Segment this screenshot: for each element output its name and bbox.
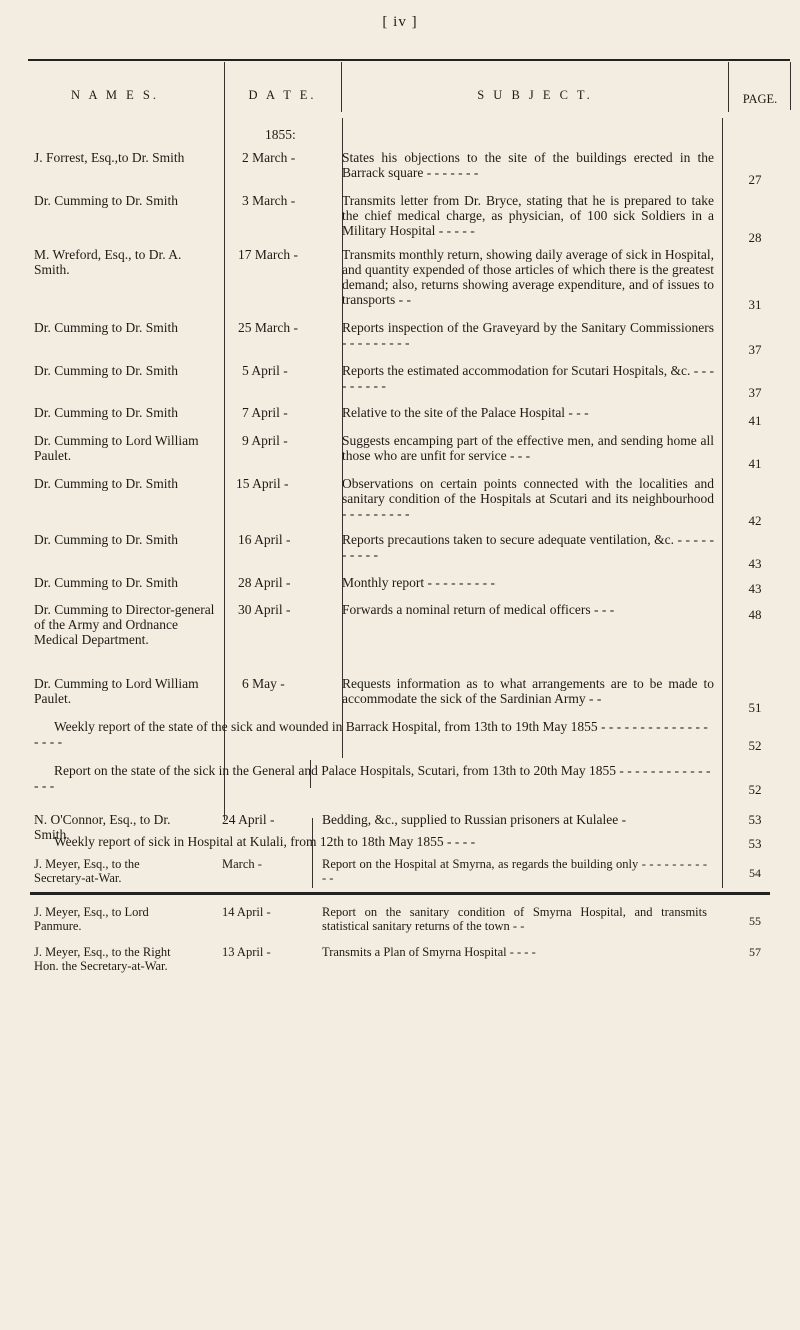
column-header-page: PAGE. [742, 92, 778, 106]
entry-subject: Transmits a Plan of Smyrna Hospital - - - - [322, 945, 536, 959]
entry-date: 3 March - [242, 193, 296, 208]
entry-date: 15 April - [236, 476, 289, 491]
entry-subject: Report on the Hospital at Smyrna, as regards the building only - - - - - - - - - - - [322, 857, 707, 885]
entry-page: 52 [748, 738, 762, 753]
entry-date: 13 April - [222, 945, 271, 959]
column-rule-date-lower [312, 818, 313, 888]
entry-date: 30 April - [238, 602, 291, 617]
entry-date: 9 April - [242, 433, 288, 448]
entry-date: 28 April - [238, 575, 291, 590]
entry-page: 43 [748, 581, 762, 596]
entry-page: 41 [748, 456, 762, 471]
entry-name: Dr. Cumming to Lord William Paulet. [34, 676, 199, 706]
entry-page: 55 [749, 914, 761, 928]
entry-name: Dr. Cumming to Dr. Smith [34, 363, 179, 378]
entry-date: 5 April - [242, 363, 288, 378]
entry-subject: Observations on certain points connected with the localities and sanitary condition of the Hospitals at Scutari and its neighbourhood - - - - - - - - - [342, 476, 714, 521]
entry-date: March - [222, 857, 262, 871]
entry-date: 24 April - [222, 812, 275, 827]
entry-page: 52 [748, 782, 762, 797]
entry-date: 17 March - [238, 247, 298, 262]
top-rule [28, 59, 790, 61]
entry-name: Dr. Cumming to Dr. Smith [34, 320, 179, 335]
entry-subject: Requests information as to what arrangements are to be made to accommodate the sick of the Sardinian Army - - [342, 676, 714, 706]
entry-subject: Transmits monthly return, showing daily average of sick in Hospital, and quantity expended of those articles of which there is the greatest demand; also, returns showing average expenditure, and of issues to transports - - [342, 247, 714, 307]
column-rule-names [224, 62, 225, 820]
entry-subject: Reports precautions taken to secure adequate ventilation, &c. - - - - - - - - - - [342, 532, 714, 562]
bottom-rule [30, 892, 770, 895]
entry-name: Dr. Cumming to Director-general of the Army and Ordnance Medical Department. [34, 602, 215, 647]
column-header-names: N A M E S. [70, 88, 159, 102]
column-header-date: D A T E. [248, 88, 317, 102]
entry-date: 14 April - [222, 905, 271, 919]
entry-date: 16 April - [238, 532, 291, 547]
entry-name: Dr. Cumming to Dr. Smith [34, 405, 179, 420]
entry-subject: Forwards a nominal return of medical officers - - - [342, 602, 615, 617]
entry-date: 7 April - [242, 405, 288, 420]
column-rule-subject-top [728, 62, 729, 112]
entry-subject: Monthly report - - - - - - - - - [342, 575, 495, 590]
entry-name: Dr. Cumming to Lord William Paulet. [34, 433, 199, 463]
entry-name: Dr. Cumming to Dr. Smith [34, 476, 179, 491]
entry-subject: Bedding, &c., supplied to Russian prisoners at Kulalee - [322, 812, 627, 827]
entry-name: J. Meyer, Esq., to the Secretary-at-War. [34, 857, 140, 885]
column-rule-subject [722, 118, 723, 888]
entry-name: J. Meyer, Esq., to Lord Panmure. [34, 905, 149, 933]
column-header-subject: S U B J E C T. [477, 88, 593, 102]
entry-name: Dr. Cumming to Dr. Smith [34, 575, 179, 590]
entry-page: 53 [748, 836, 762, 851]
entry-subject: Transmits letter from Dr. Bryce, stating that he is prepared to take the chief medical charge, as physician, of 100 sick Soldiers in a Military Hospital - - - - - [342, 193, 714, 238]
entry-page: 57 [749, 945, 761, 959]
entry-name: N. O'Connor, Esq., to Dr. Smith. [34, 812, 171, 842]
entry-page: 48 [748, 607, 762, 622]
weekly-report-barrack: Weekly report of the state of the sick and wounded in Barrack Hospital, from 13th to 19th May 1855 - - - - - - - - - - - - - - - - - - [34, 719, 708, 749]
entry-page: 51 [748, 700, 762, 715]
entry-name: M. Wreford, Esq., to Dr. A. Smith. [34, 247, 182, 277]
entry-subject: Reports the estimated accommodation for Scutari Hospitals, &c. - - - - - - - - - [342, 363, 714, 393]
entry-page: 37 [748, 342, 762, 357]
entry-page: 42 [748, 513, 762, 528]
entry-date: 6 May - [242, 676, 285, 691]
entry-page: 28 [748, 230, 762, 245]
entry-name: Dr. Cumming to Dr. Smith [34, 193, 179, 208]
entry-name: J. Meyer, Esq., to the Right Hon. the Secretary-at-War. [34, 945, 171, 973]
report-general-palace: Report on the state of the sick in the General and Palace Hospitals, Scutari, from 13th to 20th May 1855 - - - - - - - - - - - - - - - [34, 763, 711, 793]
entry-page: 53 [748, 812, 762, 827]
entry-subject: Report on the sanitary condition of Smyrna Hospital, and transmits statistical sanitary returns of the town - - [322, 905, 707, 933]
entry-date: 25 March - [238, 320, 298, 335]
year-label: 1855: [265, 127, 296, 142]
entry-subject: Suggests encamping part of the effective men, and sending home all those who are unfit for service - - - [342, 433, 714, 463]
entry-name: J. Forrest, Esq.,to Dr. Smith [34, 150, 185, 165]
weekly-report-kulali: Weekly report of sick in Hospital at Kulali, from 12th to 18th May 1855 - - - - [54, 834, 476, 849]
right-rule [790, 62, 791, 110]
entry-date: 2 March - [242, 150, 296, 165]
entry-page: 41 [748, 413, 762, 428]
entry-name: Dr. Cumming to Dr. Smith [34, 532, 179, 547]
entry-subject: Relative to the site of the Palace Hospital - - - [342, 405, 589, 420]
entry-page: 54 [749, 866, 761, 880]
entry-page: 31 [748, 297, 762, 312]
entry-subject: Reports inspection of the Graveyard by the Sanitary Commissioners - - - - - - - - - [342, 320, 714, 350]
page-header: [ iv ] [382, 14, 418, 30]
column-rule-date-top [341, 62, 342, 112]
entry-subject: States his objections to the site of the buildings erected in the Barrack square - - - - - - - [342, 150, 714, 180]
entry-page: 27 [748, 172, 762, 187]
entry-page: 37 [748, 385, 762, 400]
entry-page: 43 [748, 556, 762, 571]
